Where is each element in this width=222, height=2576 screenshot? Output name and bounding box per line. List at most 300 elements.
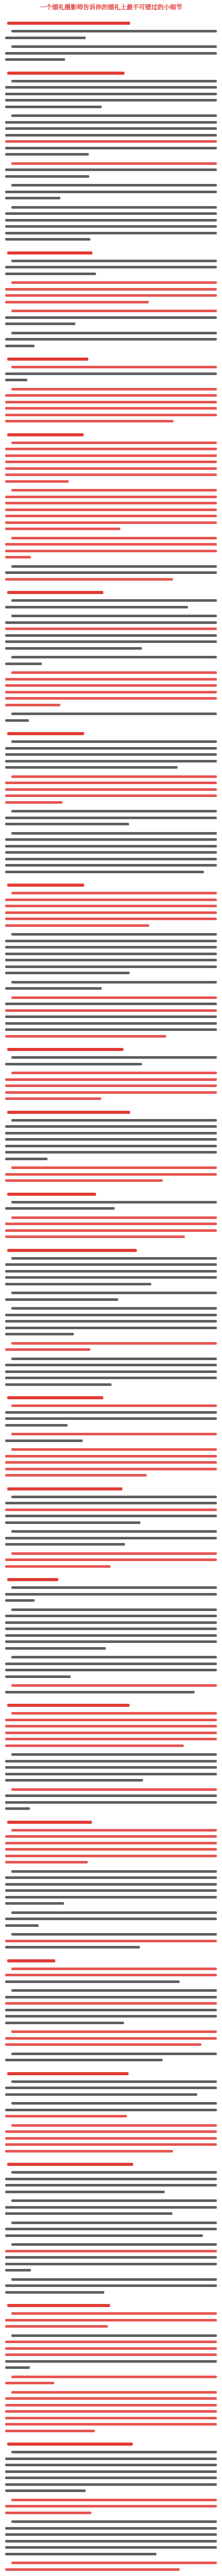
- text-line: [11, 1753, 217, 1756]
- text-line: [5, 2115, 127, 2117]
- text-line: [5, 345, 35, 347]
- text-line: [11, 1608, 217, 1611]
- text-line: [5, 232, 217, 234]
- text-line: [5, 953, 217, 955]
- text-line: [5, 1924, 39, 1927]
- text-line: [5, 301, 149, 303]
- text-line: [5, 788, 217, 791]
- text-line: [5, 502, 217, 504]
- text-line: [5, 946, 217, 948]
- text-line: [5, 121, 217, 124]
- text-line: [11, 2334, 217, 2337]
- text-line: [5, 2325, 108, 2328]
- text-line: [5, 911, 217, 914]
- text-line: [11, 2520, 217, 2523]
- text-line: [5, 684, 217, 687]
- text-line: [5, 2143, 217, 2146]
- text-line: [5, 628, 217, 630]
- text-line: [5, 2284, 217, 2287]
- text-line: [5, 2178, 217, 2180]
- section-heading-line: [7, 1396, 103, 1399]
- text-line: [5, 1138, 217, 1141]
- section-heading-line: [7, 1704, 130, 1707]
- text-line: [5, 140, 217, 143]
- text-line: [11, 2053, 217, 2055]
- text-line: [11, 1292, 217, 1294]
- text-line: [5, 2109, 217, 2111]
- text-line: [5, 1223, 217, 1225]
- text-line: [5, 2250, 217, 2252]
- text-line: [5, 1766, 217, 1769]
- text-line: [11, 1056, 217, 1059]
- text-line: [11, 933, 217, 936]
- text-line: [11, 442, 217, 444]
- text-line: [11, 713, 217, 715]
- text-line: [5, 1773, 217, 1775]
- text-line: [5, 2256, 217, 2259]
- text-line: [5, 760, 217, 762]
- text-line: [5, 2022, 124, 2024]
- text-line: [5, 420, 173, 422]
- text-line: [5, 1521, 140, 1524]
- text-line: [5, 1028, 217, 1031]
- text-line: [5, 1918, 217, 1920]
- text-line: [5, 1558, 217, 1561]
- text-line: [5, 1669, 217, 1671]
- text-line: [5, 2477, 217, 2479]
- text-line: [5, 2533, 217, 2536]
- text-line: [11, 599, 217, 602]
- text-line: [5, 2483, 217, 2486]
- text-line: [11, 671, 217, 674]
- text-line: [5, 801, 62, 804]
- text-line: [5, 1270, 217, 1273]
- text-line: [5, 2137, 217, 2140]
- text-line: [5, 191, 217, 193]
- text-line: [5, 918, 217, 920]
- text-line: [5, 1543, 125, 1546]
- text-line: [5, 1779, 143, 1782]
- section-heading-line: [7, 1193, 96, 1196]
- text-line: [5, 1599, 35, 1602]
- text-line: [5, 2404, 217, 2406]
- text-line: [5, 86, 217, 89]
- text-line: [5, 1327, 217, 1329]
- text-line: [5, 294, 217, 297]
- text-line: [5, 1179, 163, 1182]
- section-heading-line: [7, 251, 92, 255]
- text-line: [11, 892, 217, 894]
- section-heading-line: [7, 1048, 123, 1051]
- section-heading-line: [7, 591, 103, 594]
- text-line: [5, 2382, 54, 2384]
- text-line: [5, 266, 217, 268]
- text-line: [11, 206, 217, 209]
- text-line: [5, 1439, 83, 1442]
- text-line: [5, 606, 188, 608]
- text-line: [5, 1298, 118, 1301]
- text-line: [5, 1807, 30, 1810]
- text-line: [11, 1119, 217, 1122]
- text-line: [5, 1132, 217, 1134]
- text-line: [5, 1902, 64, 1905]
- text-line: [11, 45, 217, 48]
- text-line: [5, 1621, 217, 1624]
- text-line: [5, 2458, 217, 2460]
- text-line: [5, 338, 217, 341]
- text-line: [11, 1911, 217, 1914]
- text-line: [5, 1235, 185, 1238]
- text-line: [5, 2206, 217, 2209]
- text-line: [5, 288, 217, 291]
- text-line: [5, 1015, 217, 1018]
- text-line: [11, 740, 217, 743]
- text-line: [5, 924, 149, 927]
- text-line: [5, 704, 60, 706]
- text-line: [5, 543, 217, 546]
- text-line: [5, 1468, 217, 1470]
- text-line: [5, 2417, 217, 2419]
- section-heading-line: [7, 2304, 110, 2307]
- text-line: [5, 238, 90, 241]
- text-line: [5, 578, 173, 581]
- text-line: [5, 1078, 217, 1081]
- text-line: [5, 753, 217, 756]
- text-line: [11, 2451, 217, 2453]
- text-line: [11, 2199, 217, 2202]
- text-line: [5, 1946, 140, 1948]
- section-heading-line: [7, 1821, 92, 1824]
- text-line: [5, 1474, 147, 1477]
- text-line: [11, 1257, 217, 1260]
- text-line: [5, 1333, 74, 1335]
- text-line: [5, 147, 217, 149]
- text-line: [5, 1151, 217, 1154]
- text-line: [5, 273, 96, 275]
- text-line: [5, 1515, 217, 1517]
- text-line: [11, 2376, 217, 2378]
- text-line: [5, 225, 217, 228]
- text-line: [5, 1615, 217, 1617]
- text-line: [5, 858, 217, 860]
- section-heading-line: [7, 72, 124, 75]
- text-line: [11, 1788, 217, 1791]
- text-line: [5, 747, 217, 750]
- text-line: [5, 372, 217, 375]
- text-line: [5, 93, 217, 95]
- text-line: [5, 2002, 217, 2005]
- text-line: [5, 2470, 217, 2473]
- text-line: [5, 2291, 104, 2294]
- text-line: [5, 972, 130, 974]
- text-line: [5, 697, 217, 700]
- text-line: [5, 106, 102, 108]
- text-line: [5, 1084, 217, 1087]
- text-line: [5, 1314, 217, 1316]
- text-line: [11, 184, 217, 187]
- text-line: [11, 1870, 217, 1873]
- text-line: [11, 775, 217, 778]
- text-line: [11, 832, 217, 835]
- text-line: [5, 1383, 112, 1386]
- text-line: [5, 52, 217, 55]
- text-line: [11, 2391, 217, 2394]
- text-line: [5, 219, 217, 222]
- text-line: [5, 2464, 217, 2466]
- text-line: [5, 905, 217, 907]
- section-heading-line: [7, 358, 88, 361]
- text-line: [5, 1364, 217, 1366]
- text-line: [5, 1896, 217, 1899]
- text-line: [5, 571, 217, 574]
- text-line: [11, 2222, 217, 2224]
- section-heading-line: [7, 1578, 58, 1581]
- text-line: [11, 30, 217, 32]
- text-line: [5, 2347, 217, 2350]
- text-line: [5, 1842, 217, 1844]
- text-line: [11, 1586, 217, 1589]
- text-line: [5, 2489, 86, 2492]
- text-line: [5, 2360, 217, 2363]
- text-line: [5, 1417, 217, 1420]
- text-line: [5, 1861, 88, 1863]
- text-line: [5, 1009, 217, 1012]
- text-line: [11, 1496, 217, 1498]
- text-line: [5, 838, 217, 841]
- text-line: [5, 794, 217, 797]
- text-line: [5, 1835, 217, 1838]
- text-line: [5, 1424, 68, 1427]
- text-line: [5, 521, 217, 524]
- text-line: [5, 2319, 217, 2321]
- text-line: [5, 2366, 30, 2369]
- text-line: [5, 2527, 217, 2530]
- text-line: [5, 1320, 217, 1323]
- text-line: [5, 1035, 166, 1038]
- text-line: [5, 1173, 217, 1176]
- text-line: [5, 467, 217, 470]
- text-line: [11, 2312, 217, 2315]
- text-line: [11, 1307, 217, 1310]
- section-heading-line: [7, 1111, 130, 1114]
- text-line: [5, 1634, 217, 1637]
- text-line: [5, 2015, 217, 2018]
- section-heading-line: [7, 1487, 122, 1490]
- text-line: [5, 2043, 201, 2046]
- text-line: [11, 810, 217, 812]
- text-line: [11, 981, 217, 984]
- text-line: [5, 691, 217, 693]
- text-line: [5, 461, 217, 463]
- text-line: [5, 1855, 217, 1857]
- text-line: [11, 310, 217, 312]
- text-line: [5, 1647, 106, 1650]
- text-line: [11, 1968, 217, 1970]
- text-line: [5, 1091, 217, 1094]
- text-line: [11, 537, 217, 539]
- text-line: [11, 2102, 217, 2105]
- section-heading-line: [7, 884, 84, 887]
- text-line: [5, 817, 217, 819]
- text-line: [5, 647, 142, 650]
- text-line: [5, 401, 217, 403]
- text-line: [11, 2278, 217, 2281]
- text-line: [5, 2009, 217, 2011]
- text-line: [11, 489, 217, 492]
- text-line: [11, 2124, 217, 2127]
- text-line: [5, 1974, 217, 1976]
- text-line: [5, 99, 217, 101]
- text-line: [11, 366, 217, 368]
- text-line: [11, 1989, 217, 1992]
- text-line: [5, 621, 217, 624]
- text-line: [5, 1675, 71, 1678]
- text-line: [11, 1201, 217, 1204]
- text-line: [11, 1342, 217, 1345]
- text-line: [11, 1072, 217, 1074]
- text-line: [11, 1404, 217, 1407]
- text-line: [5, 871, 204, 873]
- text-line: [5, 1370, 217, 1373]
- text-line: [5, 1276, 217, 1279]
- text-line: [5, 2430, 95, 2432]
- text-line: [5, 1565, 110, 1568]
- text-line: [11, 2499, 217, 2501]
- text-line: [11, 1712, 217, 1715]
- text-line: [11, 996, 217, 999]
- text-line: [5, 394, 217, 397]
- text-line: [5, 550, 217, 552]
- text-line: [5, 766, 178, 769]
- section-heading-line: [7, 1249, 137, 1252]
- text-line: [11, 1530, 217, 1533]
- text-line: [5, 1003, 217, 1005]
- text-line: [11, 1358, 217, 1360]
- text-line: [5, 2341, 217, 2343]
- text-line: [11, 615, 217, 617]
- text-line: [5, 1377, 217, 1379]
- text-line: [5, 168, 217, 171]
- text-line: [11, 2171, 217, 2174]
- text-line: [11, 332, 217, 334]
- text-line: [11, 565, 217, 568]
- section-heading-line: [7, 1959, 55, 1962]
- text-line: [5, 1848, 217, 1851]
- text-line: [5, 414, 217, 416]
- text-line: [5, 407, 217, 410]
- text-line: [5, 663, 42, 665]
- text-line: [5, 323, 75, 325]
- text-line: [5, 528, 120, 530]
- text-line: [5, 640, 217, 643]
- text-line: [11, 1829, 217, 1832]
- text-line: [5, 1876, 217, 1879]
- text-line: [5, 940, 217, 942]
- text-line: [5, 2191, 165, 2193]
- text-line: [5, 134, 217, 137]
- text-line: [5, 2234, 203, 2237]
- text-line: [5, 634, 217, 637]
- text-line: [11, 1684, 217, 1687]
- section-heading-line: [7, 2163, 133, 2166]
- text-line: [5, 1229, 217, 1232]
- text-line: [5, 2150, 173, 2153]
- text-line: [5, 1996, 217, 1998]
- text-line: [5, 1719, 217, 1721]
- text-line: [11, 1166, 217, 1169]
- text-line: [5, 1732, 217, 1734]
- text-line: [5, 1063, 142, 1065]
- text-line: [5, 2505, 217, 2507]
- text-line: [5, 2228, 217, 2230]
- text-line: [5, 2087, 217, 2089]
- text-line: [5, 379, 27, 381]
- text-line: [5, 2263, 217, 2265]
- text-line: [5, 1760, 217, 1762]
- text-line: [5, 2540, 217, 2543]
- text-line: [5, 480, 69, 483]
- text-line: [5, 845, 217, 848]
- text-line: [11, 1933, 217, 1936]
- text-line: [11, 281, 217, 284]
- section-heading-line: [7, 2072, 129, 2075]
- text-line: [5, 2553, 156, 2555]
- text-line: [5, 1980, 180, 1983]
- text-line: [5, 1725, 217, 1727]
- text-line: [5, 2037, 217, 2040]
- article-title: 一个婚礼摄影师告诉你的婚礼上最不可错过的小细节: [39, 4, 182, 11]
- text-line: [5, 899, 217, 901]
- text-line: [11, 260, 217, 262]
- text-line: [5, 851, 217, 854]
- text-line: [5, 127, 217, 130]
- text-line: [5, 678, 217, 681]
- section-heading-line: [7, 2443, 133, 2446]
- text-line: [5, 1663, 217, 1665]
- text-line: [11, 388, 217, 391]
- text-line: [11, 1448, 217, 1451]
- text-line: [5, 1097, 101, 1100]
- text-line: [5, 2093, 197, 2096]
- text-line: [5, 965, 217, 968]
- text-line: [5, 2423, 217, 2426]
- text-line: [5, 1455, 217, 1458]
- text-line: [11, 80, 217, 82]
- text-line: [5, 515, 217, 517]
- text-line: [5, 2130, 217, 2133]
- text-line: [5, 1348, 90, 1351]
- text-line: [5, 1158, 47, 1160]
- text-line: [5, 509, 217, 511]
- text-line: [11, 114, 217, 117]
- text-line: [11, 2243, 217, 2246]
- text-line: [11, 2080, 217, 2083]
- text-line: [5, 959, 217, 961]
- text-line: [5, 448, 217, 450]
- text-line: [5, 153, 89, 156]
- text-line: [5, 2212, 172, 2215]
- text-line: [5, 2410, 217, 2413]
- text-line: [11, 162, 217, 165]
- text-line: [5, 1207, 115, 1210]
- section-heading-line: [7, 433, 84, 436]
- text-line: [11, 1656, 217, 1658]
- text-line: [5, 454, 217, 457]
- text-line: [5, 212, 217, 215]
- text-line: [5, 782, 217, 784]
- text-line: [5, 316, 217, 319]
- text-line: [5, 2269, 31, 2272]
